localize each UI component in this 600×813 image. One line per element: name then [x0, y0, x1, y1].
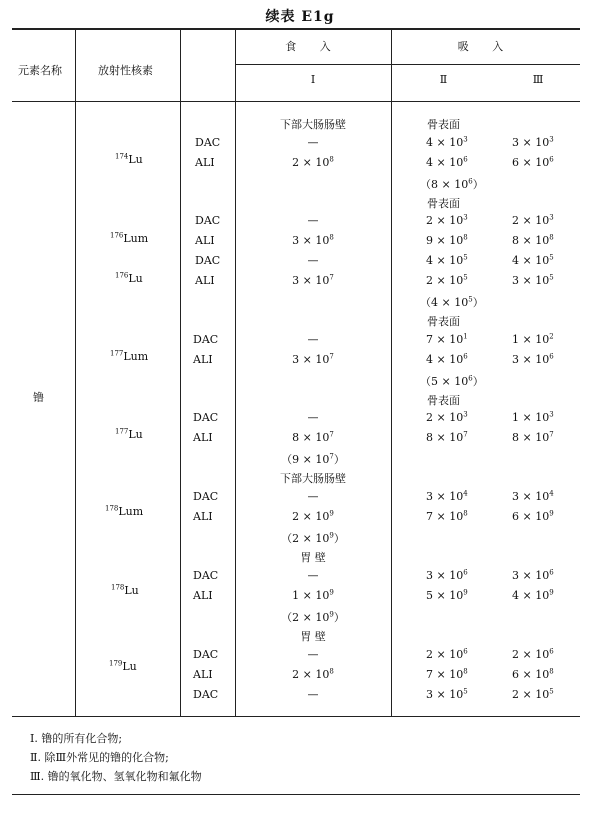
empty-dash: —: [307, 136, 319, 149]
value-cell: $2 \times 10^6$: [426, 647, 468, 661]
nuclide-lu176: $^{176}$Lu: [115, 271, 143, 285]
value-cell: $1 \times 10^3$: [512, 410, 554, 424]
footnote-class-ii: Ⅱ. 除Ⅲ外常见的镥的化合物;: [30, 751, 169, 764]
value-cell: $8 \times 10^7$: [426, 430, 468, 444]
value-cell: $2 \times 10^6$: [512, 647, 554, 661]
nuclide-lu176m: $^{176}$Lum: [110, 231, 149, 245]
organ-label-bone-surface: 骨表面: [427, 118, 460, 131]
value-cell: $3 \times 10^3$: [512, 135, 554, 149]
value-cell: $2 \times 10^8$: [292, 667, 334, 681]
value-cell: $2 \times 10^3$: [426, 213, 468, 227]
value-cell: $(2 \times 10^9)$: [281, 610, 345, 624]
organ-label-stomach-wall: 胃 壁: [300, 630, 326, 643]
col-divider-2: [180, 28, 181, 716]
organ-label-lli-wall: 下部大肠肠壁: [280, 118, 346, 131]
limit-type-ali: ALI: [193, 668, 213, 681]
value-cell: $6 \times 10^8$: [512, 667, 554, 681]
organ-label-bone-surface: 骨表面: [427, 197, 460, 210]
header-inhalation: 吸 入: [457, 40, 514, 53]
nuclide-lu174: $^{174}$Lu: [115, 152, 143, 166]
limit-type-dac: DAC: [193, 648, 219, 661]
table-bottom-rule: [12, 716, 580, 717]
value-cell: $2 \times 10^9$: [292, 509, 334, 523]
col-divider-1: [75, 28, 76, 716]
value-cell: $3 \times 10^5$: [426, 687, 468, 701]
header-class-ii: Ⅱ: [439, 73, 448, 86]
empty-dash: —: [307, 254, 319, 267]
limit-type-dac: DAC: [195, 136, 221, 149]
value-cell: $3 \times 10^7$: [292, 273, 334, 287]
value-cell: $4 \times 10^9$: [512, 588, 554, 602]
nuclide-lu177: $^{177}$Lu: [115, 427, 143, 441]
header-ingestion: 食 入: [285, 40, 341, 53]
limit-type-ali: ALI: [193, 589, 213, 602]
nuclide-lu178m: $^{178}$Lum: [105, 504, 144, 518]
top-rule: [12, 28, 580, 30]
header-nuclide: 放射性核素: [98, 64, 153, 77]
limit-type-dac: DAC: [193, 333, 219, 346]
nuclide-lu177m: $^{177}$Lum: [110, 349, 149, 363]
limit-type-ali: ALI: [195, 156, 215, 169]
nuclide-lu178: $^{178}$Lu: [111, 583, 139, 597]
value-cell: $6 \times 10^6$: [512, 155, 554, 169]
footnote-class-iii: Ⅲ. 镥的氧化物、氢氧化物和氟化物: [30, 770, 202, 783]
value-cell: $1 \times 10^2$: [512, 332, 554, 346]
element-name: 镥: [33, 391, 44, 404]
limit-type-dac: DAC: [195, 254, 221, 267]
empty-dash: —: [307, 648, 319, 661]
value-cell: $4 \times 10^5$: [512, 253, 554, 267]
nuclide-lu179: $^{179}$Lu: [109, 659, 137, 673]
value-cell: $3 \times 10^6$: [512, 568, 554, 582]
page-bottom-rule: [12, 794, 580, 795]
value-cell: $(8 \times 10^6)$: [420, 177, 484, 191]
value-cell: $7 \times 10^8$: [426, 509, 468, 523]
header-rule: [12, 101, 580, 102]
organ-label-bone-surface: 骨表面: [427, 315, 460, 328]
limit-type-ali: ALI: [195, 274, 215, 287]
organ-label-stomach-wall: 胃 壁: [300, 551, 326, 564]
value-cell: $3 \times 10^4$: [426, 489, 468, 503]
empty-dash: —: [307, 214, 319, 227]
value-cell: $(2 \times 10^9)$: [281, 531, 345, 545]
value-cell: $3 \times 10^8$: [292, 233, 334, 247]
value-cell: $8 \times 10^7$: [292, 430, 334, 444]
value-cell: $7 \times 10^8$: [426, 667, 468, 681]
value-cell: $6 \times 10^9$: [512, 509, 554, 523]
header-class-iii: Ⅲ: [532, 73, 544, 86]
limit-type-ali: ALI: [193, 431, 213, 444]
value-cell: $3 \times 10^6$: [512, 352, 554, 366]
empty-dash: —: [307, 411, 319, 424]
value-cell: $2 \times 10^5$: [512, 687, 554, 701]
value-cell: $2 \times 10^5$: [426, 273, 468, 287]
value-cell: $8 \times 10^7$: [512, 430, 554, 444]
limit-type-dac: DAC: [193, 569, 219, 582]
value-cell: $5 \times 10^9$: [426, 588, 468, 602]
value-cell: $4 \times 10^6$: [426, 352, 468, 366]
limit-type-dac: DAC: [195, 214, 221, 227]
footnote-class-i: Ⅰ. 镥的所有化合物;: [30, 732, 123, 745]
value-cell: $1 \times 10^9$: [292, 588, 334, 602]
value-cell: $2 \times 10^3$: [512, 213, 554, 227]
value-cell: $7 \times 10^1$: [426, 332, 468, 346]
limit-type-ali: ALI: [193, 353, 213, 366]
value-cell: $4 \times 10^5$: [426, 253, 468, 267]
value-cell: $3 \times 10^6$: [426, 568, 468, 582]
table-title: 续表 E1g: [265, 9, 335, 25]
limit-type-ali: ALI: [195, 234, 215, 247]
value-cell: $2 \times 10^8$: [292, 155, 334, 169]
empty-dash: —: [307, 490, 319, 503]
header-class-i: Ⅰ: [310, 73, 316, 86]
empty-dash: —: [307, 569, 319, 582]
value-cell: $3 \times 10^4$: [512, 489, 554, 503]
limit-type-ali: ALI: [193, 510, 213, 523]
value-cell: $2 \times 10^3$: [426, 410, 468, 424]
limit-type-dac: DAC: [193, 688, 219, 701]
limit-type-dac: DAC: [193, 411, 219, 424]
value-cell: $4 \times 10^3$: [426, 135, 468, 149]
value-cell: $(9 \times 10^7)$: [281, 452, 345, 466]
value-cell: $(4 \times 10^5)$: [420, 295, 484, 309]
limit-type-dac: DAC: [193, 490, 219, 503]
value-cell: $4 \times 10^6$: [426, 155, 468, 169]
empty-dash: —: [307, 333, 319, 346]
value-cell: $8 \times 10^8$: [512, 233, 554, 247]
value-cell: $(5 \times 10^6)$: [420, 374, 484, 388]
empty-dash: —: [307, 688, 319, 701]
header-element-name: 元素名称: [18, 64, 62, 77]
organ-label-bone-surface: 骨表面: [427, 394, 460, 407]
value-cell: $3 \times 10^7$: [292, 352, 334, 366]
value-cell: $3 \times 10^5$: [512, 273, 554, 287]
value-cell: $9 \times 10^8$: [426, 233, 468, 247]
header-sub-rule: [235, 64, 580, 65]
organ-label-lli-wall: 下部大肠肠壁: [280, 472, 346, 485]
